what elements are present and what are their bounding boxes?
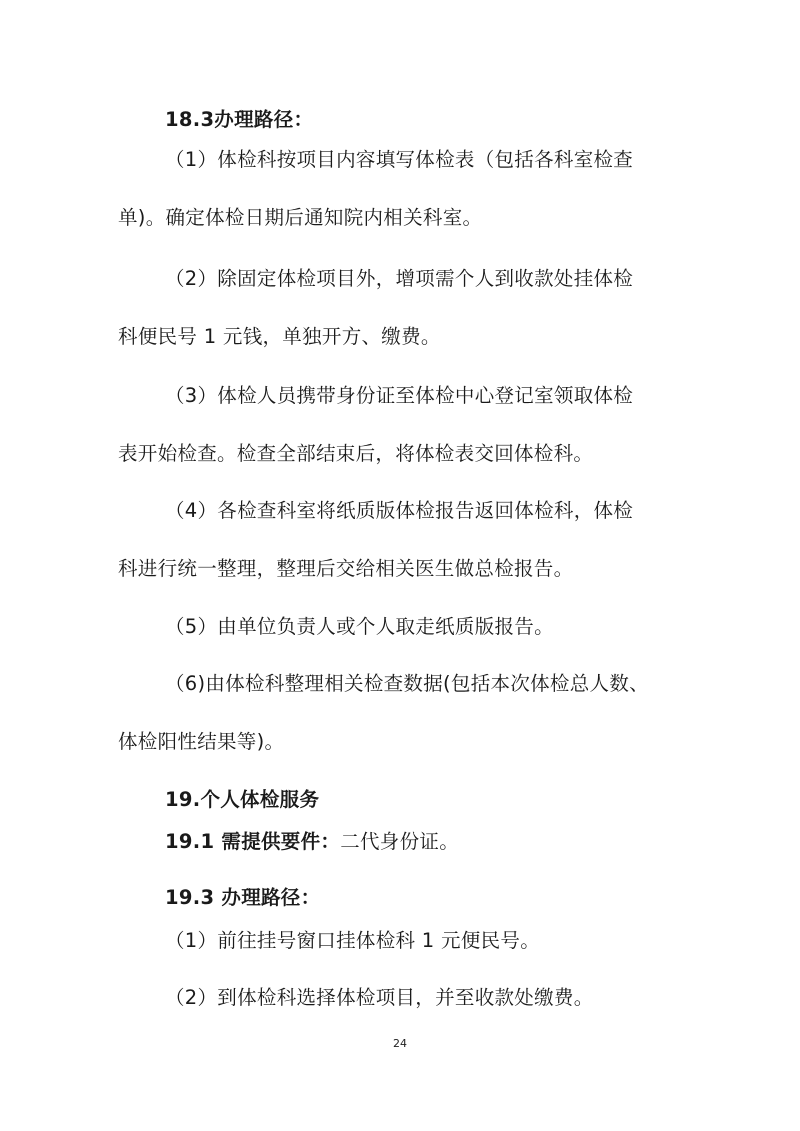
item-18-3-1-line2: 单)。确定体检日期后通知院内相关科室。 [118,206,483,229]
item-18-3-6-line2: 体检阳性结果等)。 [118,730,285,753]
section-19-1-value: 二代身份证。 [340,830,460,853]
item-18-3-1-line1: （1）体检科按项目内容填写体检表（包括各科室检查 [165,148,634,171]
item-18-3-4-line1: （4）各检查科室将纸质版体检报告返回体检科，体检 [165,499,634,522]
item-18-3-4-line2: 科进行统一整理，整理后交给相关医生做总检报告。 [118,557,574,580]
item-19-3-1: （1）前往挂号窗口挂体检科 1 元便民号。 [165,929,541,952]
item-18-3-2-line1: （2）除固定体检项目外，增项需个人到收款处挂体检 [165,267,634,290]
section-18-3-heading: 18.3办理路径： [165,108,314,131]
section-19-3-heading: 19.3 办理路径： [165,886,321,909]
item-18-3-6-line1: （6)由体检科整理相关检查数据(包括本次体检总人数、 [165,672,649,695]
section-19-1-row [165,832,459,852]
section-19-1-label: 19.1 需提供要件： [165,830,341,853]
item-18-3-2-line2: 科便民号 1 元钱，单独开方、缴费。 [118,325,441,348]
item-18-3-3-line1: （3）体检人员携带身份证至体检中心登记室领取体检 [165,384,634,407]
section-19-heading: 19.个人体检服务 [165,788,320,811]
item-18-3-3-line2: 表开始检查。检查全部结束后，将体检表交回体检科。 [118,442,594,465]
page-number: 24 [393,1037,407,1050]
item-19-3-2: （2）到体检科选择体检项目，并至收款处缴费。 [165,986,594,1009]
item-18-3-5-line1: （5）由单位负责人或个人取走纸质版报告。 [165,615,554,638]
